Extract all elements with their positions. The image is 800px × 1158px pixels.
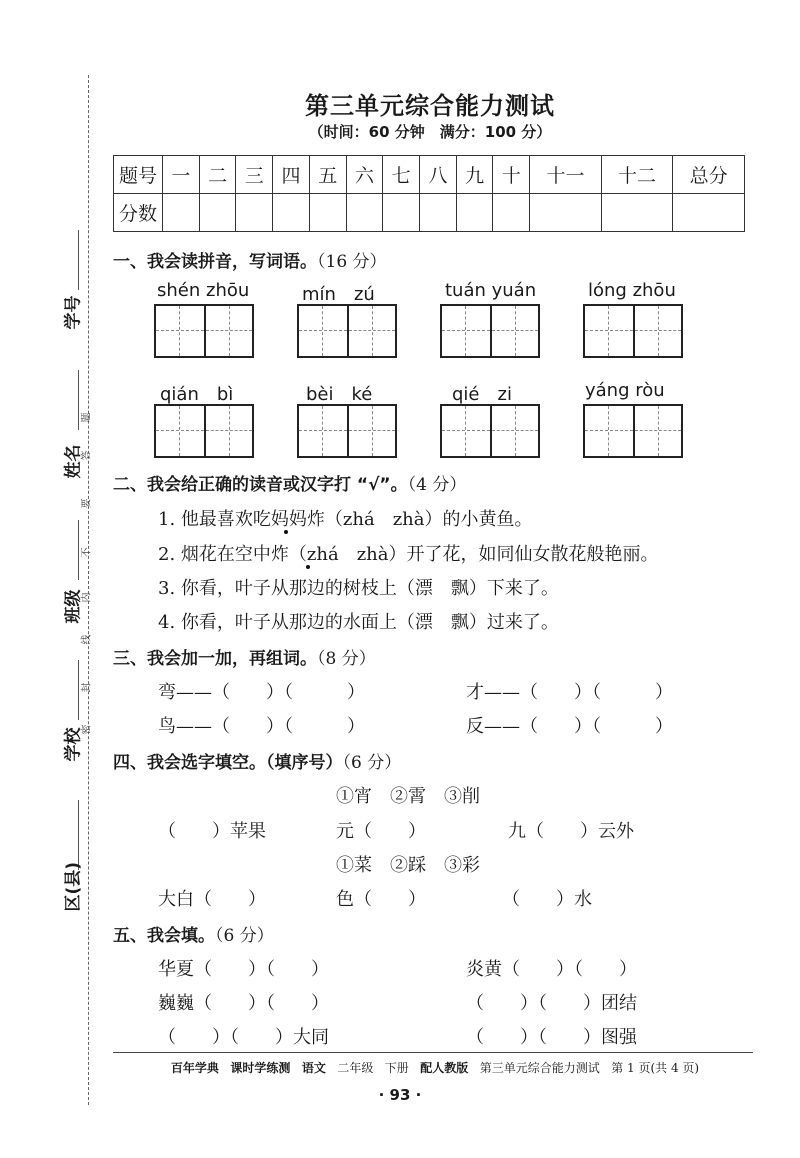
- table-cell: 八: [420, 156, 457, 194]
- question-line: 2. 烟花在空中炸（zhá zhà）开了花，如同仙女散花般艳丽。: [158, 544, 659, 565]
- table-cell: 题号: [114, 156, 163, 194]
- student-no-blank: [78, 230, 79, 290]
- writing-cell[interactable]: [442, 406, 490, 456]
- pinyin-label: lóng zhōu: [588, 280, 676, 301]
- writing-cell[interactable]: [490, 406, 538, 456]
- question-line: 1. 他最喜欢吃妈妈炸（zhá zhà）的小黄鱼。: [158, 509, 533, 530]
- brand: 百年学典: [170, 1061, 219, 1075]
- seal-warning-char: 答: [81, 450, 93, 461]
- score-input-cell[interactable]: [420, 194, 457, 232]
- section-points: （6 分）: [215, 926, 274, 946]
- section-points: （6 分）: [342, 753, 402, 773]
- pinyin-label: qié zi: [452, 384, 512, 405]
- fill-item[interactable]: 巍巍（ ）（ ）: [158, 993, 329, 1014]
- fill-item[interactable]: （ ）（ ）大同: [158, 1027, 329, 1048]
- seal-warning-char: 不: [81, 547, 93, 558]
- section-title: 二、我会给正确的读音或汉字打 “√”。: [113, 475, 408, 495]
- page-count: 第 1 页(共 4 页): [611, 1061, 700, 1075]
- writing-cell[interactable]: [585, 406, 633, 456]
- writing-grid[interactable]: [583, 304, 683, 358]
- seal-warning-char: 要: [81, 498, 93, 509]
- emphasis-dot: [284, 530, 288, 534]
- section-3-heading: [113, 644, 376, 669]
- edition: 配人教版: [420, 1061, 469, 1075]
- score-input-cell[interactable]: [346, 194, 383, 232]
- fill-item[interactable]: （ ）苹果: [158, 821, 266, 842]
- section-points: （8 分）: [317, 649, 376, 669]
- table-cell: 十: [493, 156, 530, 194]
- emphasis-dot: [306, 565, 310, 569]
- writing-cell[interactable]: [156, 406, 204, 456]
- pinyin-label: yáng ròu: [585, 380, 665, 401]
- table-cell: 九: [456, 156, 493, 194]
- section-points: （16 分）: [317, 252, 387, 272]
- series: 课时学练测: [230, 1061, 291, 1075]
- score-table-score-row: [114, 194, 745, 232]
- binding-line: [88, 75, 89, 1105]
- pinyin-label: qián bì: [160, 384, 234, 405]
- writing-grid[interactable]: [297, 304, 397, 358]
- writing-grid[interactable]: [297, 404, 397, 458]
- page-number: · 93 ·: [378, 1086, 422, 1104]
- table-cell: 十二: [601, 156, 673, 194]
- section-points: （4 分）: [407, 475, 467, 495]
- fill-item[interactable]: 反——（ ）（ ）: [466, 716, 673, 737]
- seal-warning-char: 密: [81, 724, 93, 735]
- section-title: 四、我会选字填空。（填序号）: [113, 753, 343, 773]
- table-cell: 三: [236, 156, 273, 194]
- section-2-heading: [113, 470, 466, 495]
- score-input-cell[interactable]: [530, 194, 602, 232]
- writing-grid[interactable]: [583, 404, 683, 458]
- score-input-cell[interactable]: [236, 194, 273, 232]
- score-input-cell[interactable]: [493, 194, 530, 232]
- fill-item[interactable]: 弯——（ ）（ ）: [158, 682, 365, 703]
- fill-item[interactable]: 九（ ）云外: [508, 821, 634, 842]
- writing-cell[interactable]: [347, 306, 395, 356]
- seal-warning-char: 封: [81, 682, 93, 693]
- grade: 二年级: [337, 1061, 374, 1075]
- score-input-cell[interactable]: [273, 194, 310, 232]
- pinyin-label: shén zhōu: [157, 280, 250, 301]
- writing-cell[interactable]: [585, 306, 633, 356]
- table-cell: 七: [383, 156, 420, 194]
- fill-item[interactable]: （ ）（ ）团结: [466, 993, 637, 1014]
- writing-cell[interactable]: [442, 306, 490, 356]
- fill-item[interactable]: 鸟——（ ）（ ）: [158, 716, 365, 737]
- table-cell: 分数: [114, 194, 163, 232]
- table-cell: 二: [199, 156, 236, 194]
- options-line: ①宵 ②霄 ③削: [336, 786, 480, 807]
- writing-cell[interactable]: [204, 406, 252, 456]
- student-no-label: 学号: [63, 295, 84, 330]
- seal-warning-char: 线: [81, 634, 93, 645]
- score-input-cell[interactable]: [309, 194, 346, 232]
- writing-cell[interactable]: [204, 306, 252, 356]
- time-and-score: （时间：60 分钟 满分：100 分）: [308, 123, 552, 141]
- score-input-cell[interactable]: [673, 194, 745, 232]
- section-5-heading: [113, 921, 274, 946]
- fill-item[interactable]: （ ）（ ）图强: [466, 1027, 637, 1048]
- fill-item[interactable]: 元（ ）: [336, 821, 426, 842]
- writing-cell[interactable]: [490, 306, 538, 356]
- writing-cell[interactable]: [299, 306, 347, 356]
- class-label: 班级: [63, 589, 84, 624]
- fill-item[interactable]: 华夏（ ）（ ）: [158, 959, 329, 980]
- score-input-cell[interactable]: [163, 194, 200, 232]
- writing-grid[interactable]: [440, 304, 540, 358]
- writing-cell[interactable]: [633, 306, 681, 356]
- section-title: 五、我会填。: [113, 926, 215, 946]
- options-line: ①菜 ②踩 ③彩: [336, 855, 480, 876]
- writing-grid[interactable]: [154, 404, 254, 458]
- writing-cell[interactable]: [156, 306, 204, 356]
- table-cell: 十一: [530, 156, 602, 194]
- score-table: [113, 155, 745, 232]
- table-cell: 五: [309, 156, 346, 194]
- writing-cell[interactable]: [299, 406, 347, 456]
- pinyin-label: bèi ké: [306, 384, 373, 405]
- name-label: 姓名: [63, 444, 84, 479]
- seal-warning-char: 内: [81, 592, 93, 603]
- section-title: 一、我会读拼音，写词语。: [113, 252, 317, 272]
- fill-item[interactable]: 色（ ）: [336, 889, 426, 910]
- school-label: 学校: [63, 727, 84, 762]
- fill-item[interactable]: （ ）水: [502, 889, 592, 910]
- question-line: 3. 你看，叶子从那边的树枝上（漂 飘）下来了。: [158, 578, 559, 599]
- footer-rule: [113, 1052, 753, 1053]
- seal-warning-char: 题: [81, 412, 93, 423]
- score-input-cell[interactable]: [456, 194, 493, 232]
- score-input-cell[interactable]: [383, 194, 420, 232]
- pinyin-label: tuán yuán: [445, 280, 537, 301]
- section-title: 三、我会加一加，再组词。: [113, 649, 317, 669]
- score-input-cell[interactable]: [199, 194, 236, 232]
- fill-item[interactable]: 大白（ ）: [158, 889, 266, 910]
- footer: [0, 1059, 800, 1076]
- writing-grid[interactable]: [440, 404, 540, 458]
- district-label: 区(县): [63, 861, 84, 912]
- question-line: 4. 你看，叶子从那边的水面上（漂 飘）过来了。: [158, 612, 559, 633]
- score-input-cell[interactable]: [601, 194, 673, 232]
- writing-cell[interactable]: [347, 406, 395, 456]
- score-table-header-row: [114, 156, 745, 194]
- pinyin-label: mín zú: [302, 284, 375, 305]
- page-title: 第三单元综合能力测试: [305, 92, 555, 120]
- table-cell: 总分: [673, 156, 745, 194]
- district-blank: [78, 800, 79, 870]
- fill-item[interactable]: 炎黄（ ）（ ）: [466, 959, 637, 980]
- table-cell: 一: [163, 156, 200, 194]
- section-1-heading: [113, 247, 387, 272]
- fill-item[interactable]: 才——（ ）（ ）: [466, 682, 673, 703]
- writing-grid[interactable]: [154, 304, 254, 358]
- test-name: 第三单元综合能力测试: [479, 1061, 600, 1075]
- writing-cell[interactable]: [633, 406, 681, 456]
- subject: 语文: [301, 1061, 326, 1075]
- table-cell: 六: [346, 156, 383, 194]
- section-4-heading: [113, 748, 401, 773]
- table-cell: 四: [273, 156, 310, 194]
- term: 下册: [384, 1061, 409, 1075]
